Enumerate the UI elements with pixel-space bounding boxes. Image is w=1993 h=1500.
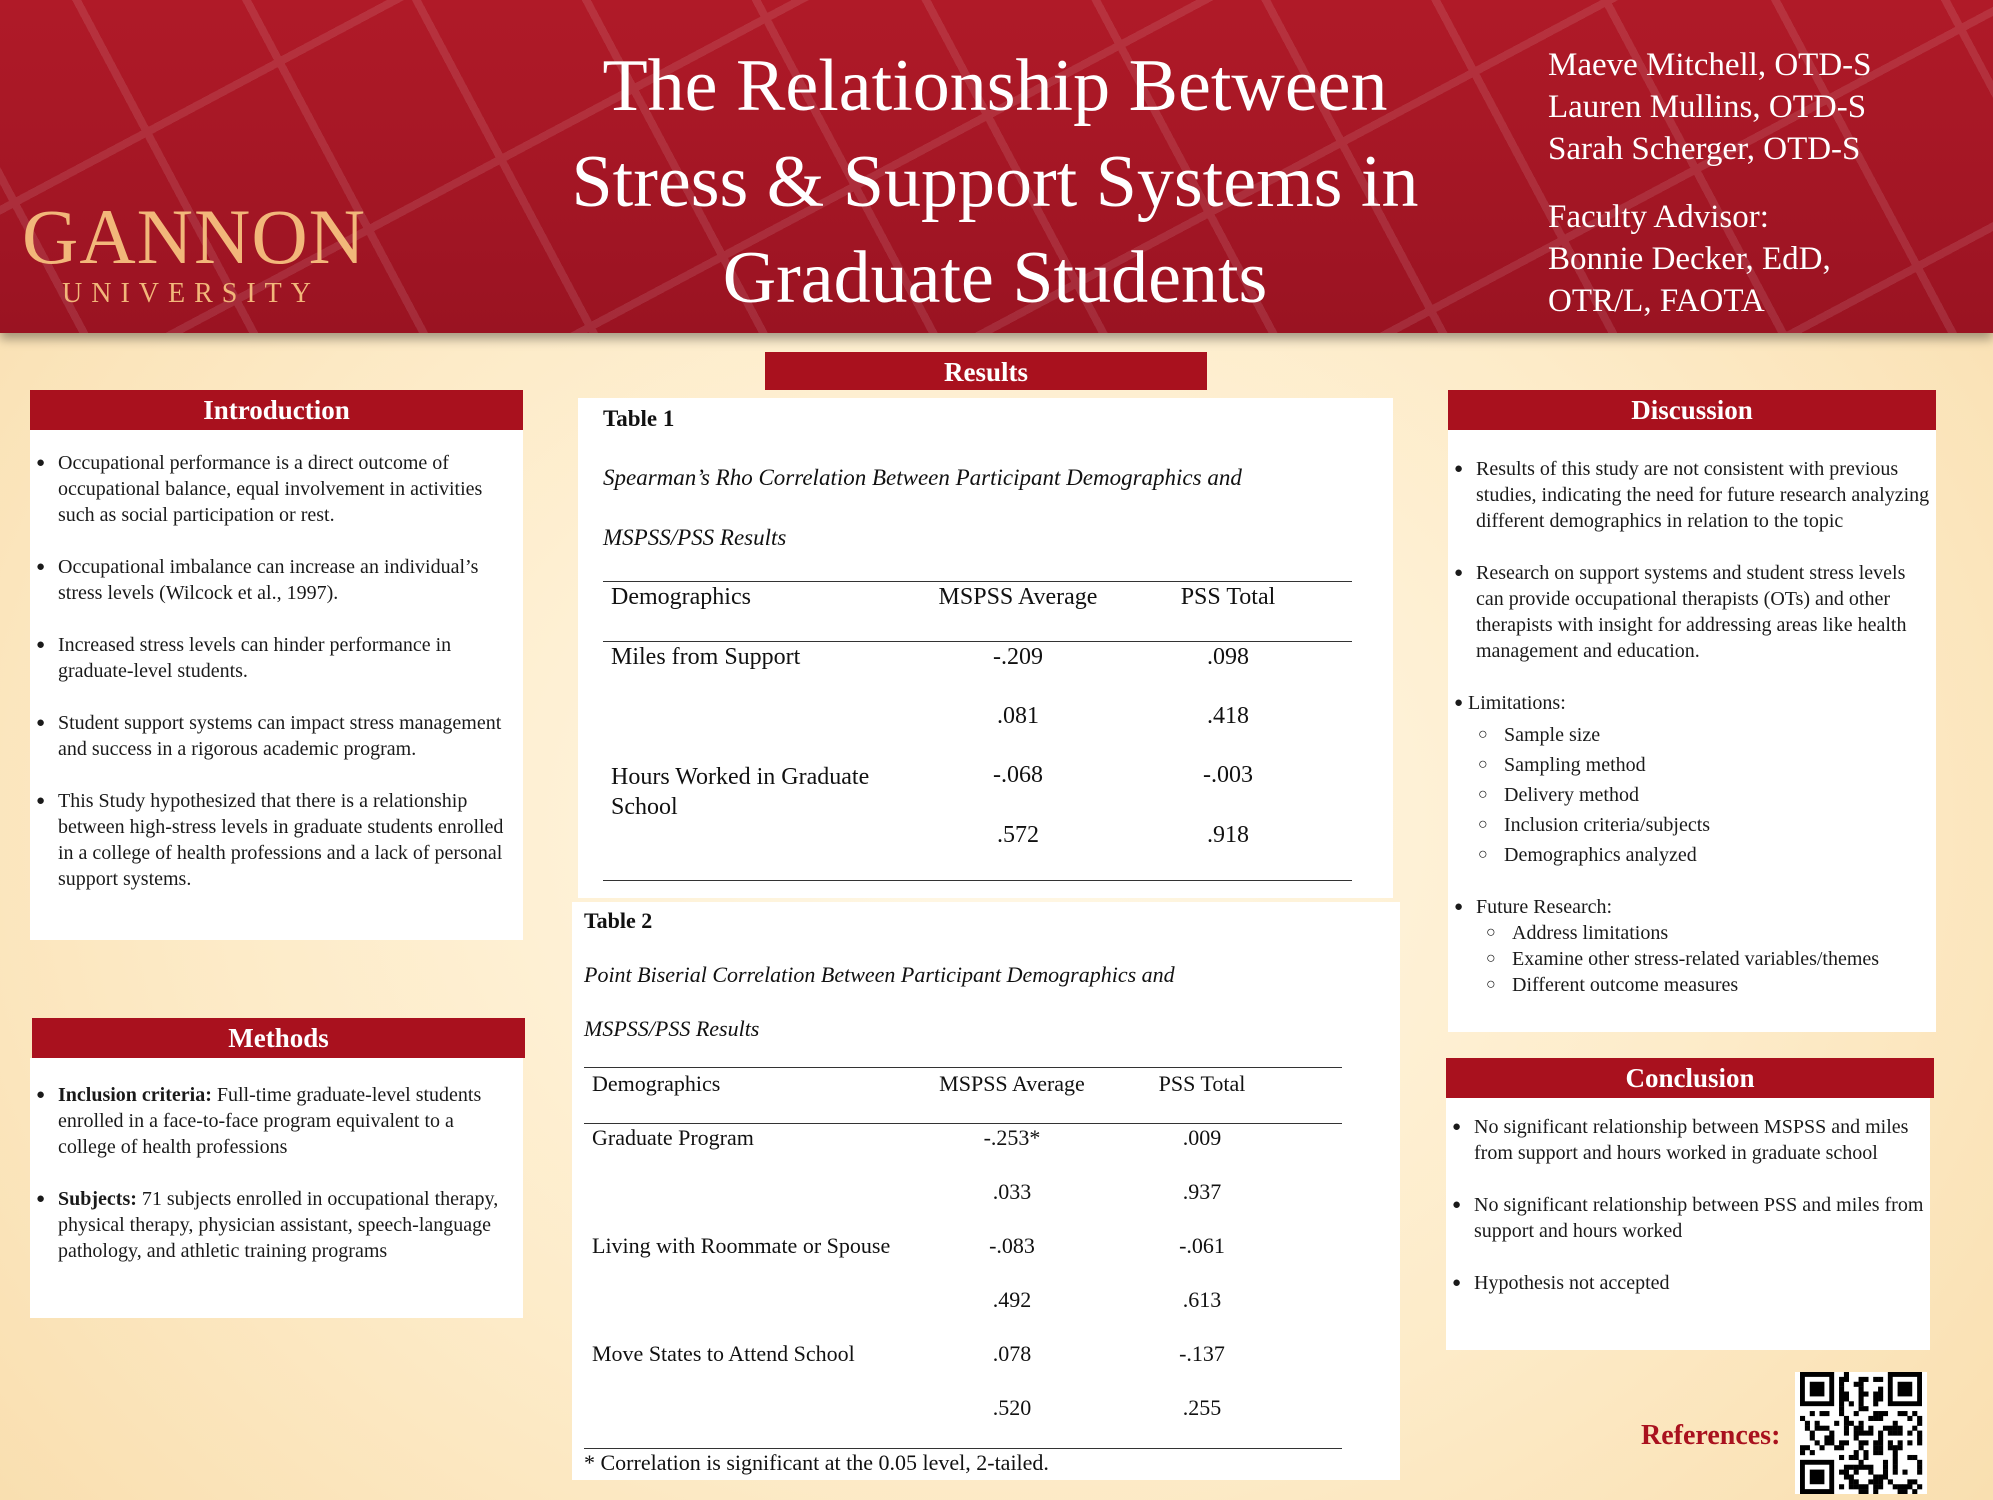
table-cell: .081: [997, 703, 1039, 729]
table-rule: [603, 581, 1352, 582]
conclusion-bullet: ● No significant relationship between PSS and miles from support and hours worked: [1450, 1192, 1924, 1244]
introduction-bullet: ● Occupational imbalance can increase an individual’s stress levels (Wilcock et al., 1997).: [34, 554, 516, 606]
methods-text: Full-time graduate-level students enrolled in a face-to-face program equivalent to a college of health professions: [58, 1084, 482, 1158]
table-header: MSPSS Average: [938, 584, 1098, 610]
table-cell: .613: [1182, 1287, 1222, 1312]
qr-code-graphic: [1795, 1372, 1927, 1494]
methods-bullet: [34, 1082, 516, 1160]
limitation-item: ○ Delivery method: [1468, 780, 1930, 810]
methods-bullet: [34, 1186, 516, 1264]
discussion-future-research: [1452, 894, 1930, 998]
author-name: Sarah Scherger, OTD-S: [1548, 131, 1861, 167]
poster-title: [520, 38, 1470, 326]
table-header: MSPSS Average: [939, 1071, 1085, 1096]
title-line: Graduate Students: [722, 237, 1268, 319]
table-rule: [584, 1067, 1342, 1068]
author-block: [1548, 44, 1872, 322]
author-name: Lauren Mullins, OTD-S: [1548, 89, 1867, 125]
table-caption-line: Spearman’s Rho Correlation Between Participant Demographics and: [603, 465, 1242, 490]
university-logo-subtitle: UNIVERSITY: [62, 278, 320, 309]
table-row-label: Move States to Attend School: [592, 1341, 855, 1366]
introduction-bullet: ● Student support systems can impact stress management and success in a rigorous academic program.: [34, 710, 516, 762]
limitations-label: Limitations:: [1468, 692, 1566, 714]
university-logo-name: GANNON: [22, 193, 366, 280]
table-cell: .418: [1207, 703, 1249, 729]
table-row-label: Hours Worked in Graduate School: [611, 764, 870, 820]
advisor-name: Bonnie Decker, EdD,: [1548, 241, 1831, 277]
future-research-list: [1476, 920, 1930, 998]
limitation-item: ○ Inclusion criteria/subjects: [1468, 810, 1930, 840]
table-2: [572, 902, 1400, 1480]
table-number: Table 2: [584, 908, 653, 933]
discussion-list: [1452, 456, 1930, 998]
table-cell: .918: [1207, 822, 1249, 848]
conclusion-heading: Conclusion: [1446, 1058, 1934, 1098]
table-header: Demographics: [592, 1071, 721, 1096]
limitations-list: [1468, 720, 1930, 870]
conclusion-bullet: ● No significant relationship between MSPSS and miles from support and hours worked in graduate school: [1450, 1114, 1924, 1166]
table-row-label: Graduate Program: [592, 1125, 754, 1150]
table-rule: [603, 880, 1352, 881]
introduction-heading: Introduction: [30, 390, 523, 430]
methods-panel: [30, 1058, 523, 1318]
table-cell: -.137: [1179, 1341, 1225, 1366]
table-cell: .520: [992, 1395, 1032, 1420]
title-line: Stress & Support Systems in: [571, 141, 1419, 223]
title-line: The Relationship Between: [602, 45, 1388, 127]
introduction-list: [34, 450, 516, 918]
methods-label: Subjects:: [58, 1188, 137, 1210]
table-cell: .572: [997, 822, 1039, 848]
table-row-label: Miles from Support: [611, 644, 801, 670]
future-research-item: ○ Address limitations: [1476, 920, 1930, 946]
table-cell: -.209: [993, 644, 1043, 670]
table-caption-line: MSPSS/PSS Results: [603, 525, 787, 550]
limitation-item: ○ Sample size: [1468, 720, 1930, 750]
qr-code-icon[interactable]: [1795, 1372, 1927, 1494]
discussion-limitations: [1452, 690, 1930, 870]
conclusion-bullet: ● Hypothesis not accepted: [1450, 1270, 1924, 1296]
author-name: Maeve Mitchell, OTD-S: [1548, 47, 1872, 83]
table-row-label: Living with Roommate or Spouse: [592, 1233, 891, 1258]
table-cell: -.068: [993, 762, 1043, 788]
table-number: Table 1: [603, 406, 675, 431]
table-footnote: * Correlation is significant at the 0.05 level, 2-tailed.: [584, 1450, 1049, 1475]
conclusion-panel: [1446, 1098, 1930, 1350]
future-research-label: Future Research:: [1476, 896, 1613, 918]
table-rule: [603, 641, 1352, 642]
future-research-item: ○ Examine other stress-related variables/themes: [1476, 946, 1930, 972]
table-cell: -.253*: [983, 1125, 1041, 1150]
table-cell: .078: [992, 1341, 1032, 1366]
limitation-item: ○ Demographics analyzed: [1468, 840, 1930, 870]
table-cell: .937: [1182, 1179, 1222, 1204]
methods-heading: Methods: [32, 1018, 525, 1058]
introduction-bullet: ● Occupational performance is a direct outcome of occupational balance, equal involvement in activities such as social participation or rest.: [34, 450, 516, 528]
table-cell: .492: [992, 1287, 1032, 1312]
table-cell: .033: [992, 1179, 1032, 1204]
methods-text: 71 subjects enrolled in occupational therapy, physical therapy, physician assistant, speech-language pathology, and athletic training programs: [58, 1188, 499, 1262]
future-research-item: ○ Different outcome measures: [1476, 972, 1930, 998]
table-header: PSS Total: [1180, 584, 1276, 610]
table-cell: -.083: [989, 1233, 1035, 1258]
conclusion-list: [1450, 1114, 1924, 1322]
discussion-bullet: ● Results of this study are not consistent with previous studies, indicating the need for future research analyzing different demographics in relation to the topic: [1452, 456, 1930, 534]
table-1: [578, 398, 1393, 898]
table-cell: -.003: [1203, 762, 1253, 788]
table-cell: .098: [1207, 644, 1249, 670]
limitation-item: ○ Sampling method: [1468, 750, 1930, 780]
table-rule: [584, 1123, 1342, 1124]
table-caption-line: Point Biserial Correlation Between Participant Demographics and: [584, 962, 1175, 987]
introduction-bullet: ● Increased stress levels can hinder performance in graduate-level students.: [34, 632, 516, 684]
methods-list: [34, 1082, 516, 1290]
references-label: References:: [1641, 1420, 1781, 1451]
advisor-label: Faculty Advisor:: [1548, 199, 1769, 235]
discussion-bullet: ● Research on support systems and student stress levels can provide occupational therapists (OTs) and other therapists with insight for addressing areas like health management and education.: [1452, 560, 1930, 664]
table-rule: [584, 1448, 1342, 1449]
advisor-name: OTR/L, FAOTA: [1548, 283, 1765, 319]
table-cell: .009: [1182, 1125, 1222, 1150]
table-cell: .255: [1182, 1395, 1222, 1420]
discussion-panel: [1448, 430, 1936, 1032]
results-heading: Results: [765, 352, 1207, 390]
table-header: PSS Total: [1158, 1071, 1246, 1096]
table-caption-line: MSPSS/PSS Results: [584, 1016, 760, 1041]
methods-label: Inclusion criteria:: [58, 1084, 212, 1106]
discussion-heading: Discussion: [1448, 390, 1936, 430]
introduction-panel: [30, 430, 523, 940]
table-header: Demographics: [611, 584, 751, 610]
table-cell: -.061: [1179, 1233, 1225, 1258]
poster-header: [0, 0, 1993, 333]
introduction-bullet: ● This Study hypothesized that there is a relationship between high-stress levels in graduate students enrolled in a college of health professions and a lack of personal support systems.: [34, 788, 516, 892]
